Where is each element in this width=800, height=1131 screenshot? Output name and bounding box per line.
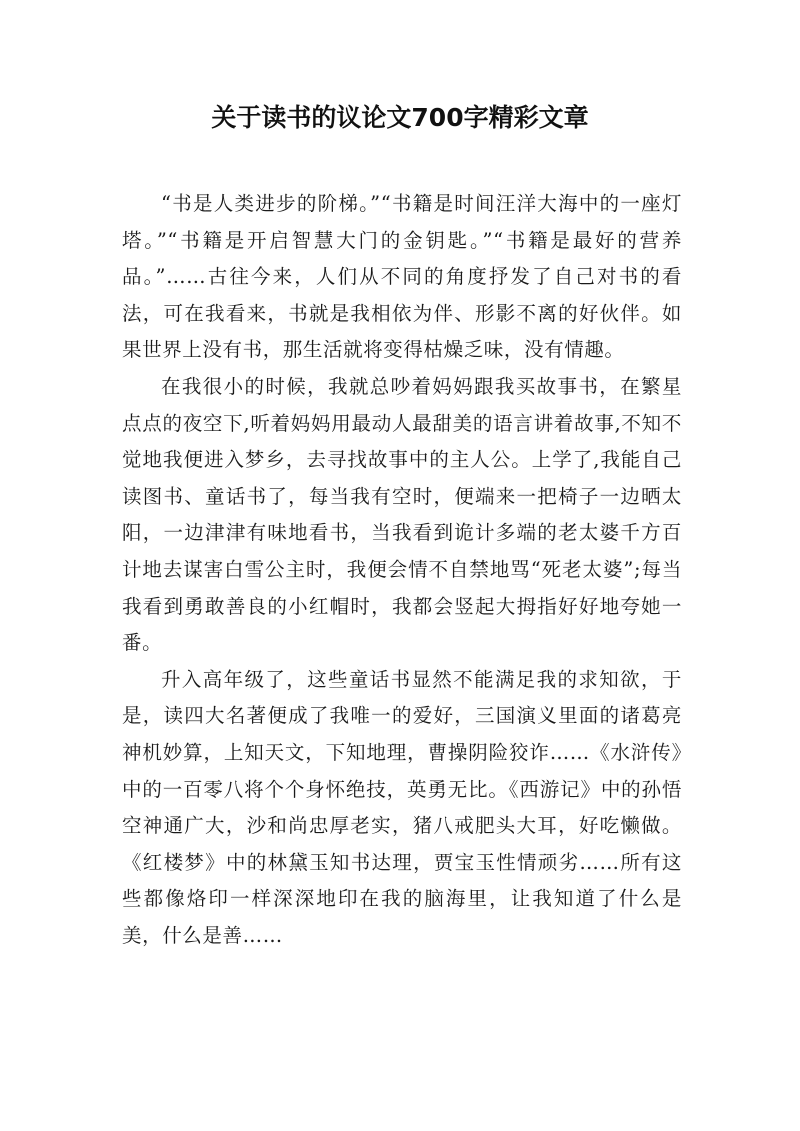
document-title: 关于读书的议论文700字精彩文章 bbox=[211, 103, 589, 132]
paragraph-3: 升入高年级了，这些童话书显然不能满足我的求知欲，于是，读四大名著便成了我唯一的爱好，三国演义里面的诸葛亮神机妙算，上知天文，下知地理，曹操阴险狡诈……《水浒传》中的一百零八将个个身怀绝技，英勇无比。《西游记》中的孙悟空神通广大，沙和尚忠厚老实，猪八戒肥头大耳，好吃懒做。《红楼梦》中的林黛玉知书达理，贾宝玉性情顽劣……所有这些都像烙印一样深深地印在我的脑海里，让我知道了什么是美，什么是善…… bbox=[122, 667, 682, 947]
paragraph-2: 在我很小的时候，我就总吵着妈妈跟我买故事书，在繁星点点的夜空下,听着妈妈用最动人最甜美的语言讲着故事,不知不觉地我便进入梦乡，去寻找故事中的主人公。上学了,我能自己读图书、童话书了，每当我有空时，便端来一把椅子一边晒太阳，一边津津有味地看书，当我看到诡计多端的老太婆千方百计地去谋害白雪公主时，我便会情不自禁地骂“死老太婆”;每当我看到勇敢善良的小红帽时，我都会竖起大拇指好好地夸她一番。 bbox=[122, 374, 682, 655]
paragraph-1: “书是人类进步的阶梯。”“书籍是时间汪洋大海中的一座灯塔。”“书籍是开启智慧大门的金钥匙。”“书籍是最好的营养品。”……古往今来，人们从不同的角度抒发了自己对书的看法，可在我看来，书就是我相依为伴、形影不离的好伙伴。如果世界上没有书，那生活就将变得枯燥乏味，没有情趣。 bbox=[122, 192, 682, 362]
document-body bbox=[122, 186, 682, 954]
